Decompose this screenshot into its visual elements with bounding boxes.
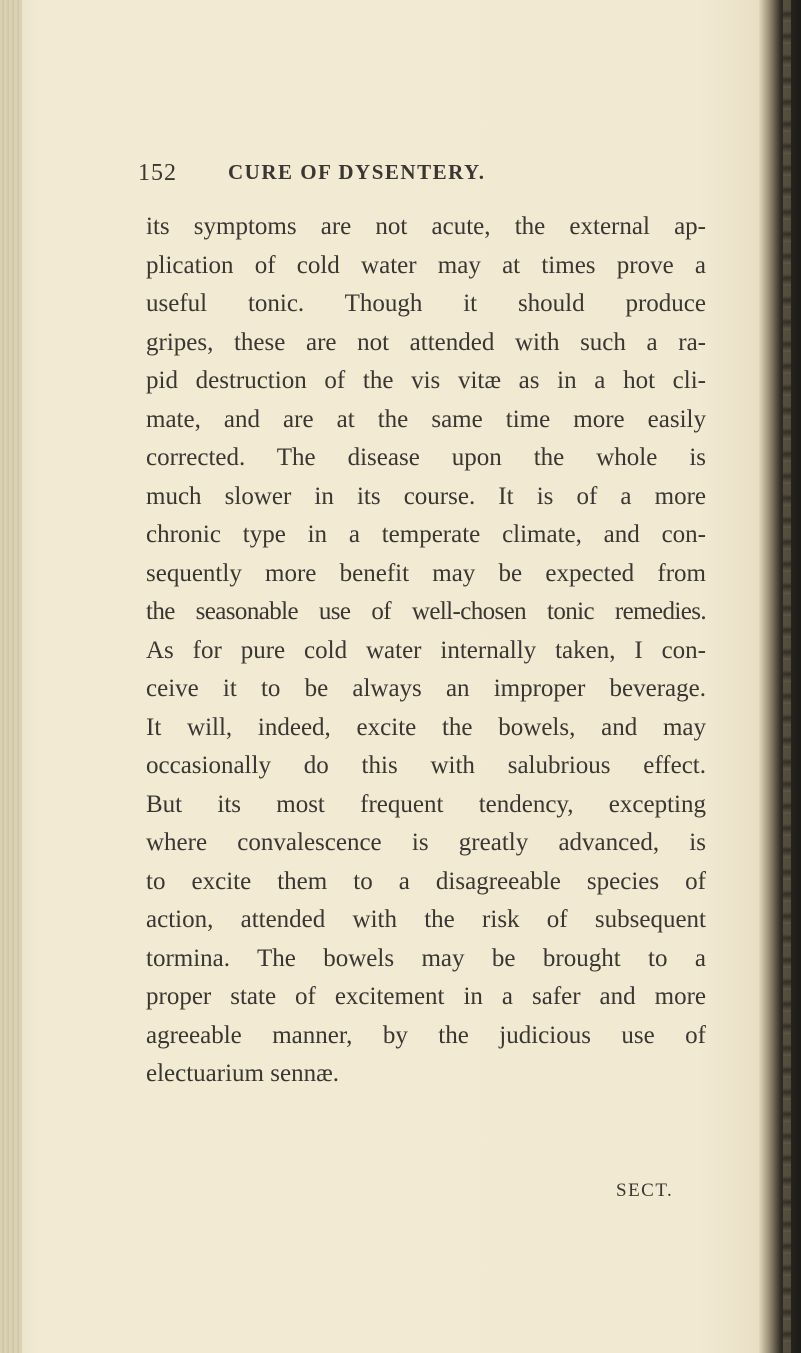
- text-line: sequently more benefit may be expected from: [146, 559, 706, 587]
- text-line: As for pure cold water internally taken, I con-: [146, 636, 706, 664]
- book-spine-edge: [759, 0, 801, 1353]
- text-line: action, attended with the risk of subsequent: [146, 906, 706, 933]
- page-number: 152: [138, 160, 177, 186]
- text-line: But its most frequent tendency, excepting: [146, 790, 706, 818]
- text-line-last: electuarium sennæ.: [146, 1060, 339, 1087]
- text-line: proper state of excitement in a safer and more: [146, 983, 706, 1010]
- page-gutter-edge: [0, 0, 22, 1353]
- text-line: the seasonable use of well-chosen tonic remedies.: [146, 598, 706, 625]
- text-line: tormina. The bowels may be brought to a: [146, 944, 706, 972]
- text-line: mate, and are at the same time more easily: [146, 405, 706, 433]
- body-paragraph: [146, 208, 706, 1094]
- text-line: gripes, these are not attended with such a ra-: [146, 328, 706, 356]
- catchword: SECT.: [616, 1180, 674, 1201]
- text-line: chronic type in a temperate climate, and con-: [146, 521, 706, 548]
- text-line: to excite them to a disagreeable species of: [146, 867, 706, 895]
- text-line: It will, indeed, excite the bowels, and may: [146, 713, 706, 741]
- text-line: occasionally do this with salubrious effect.: [146, 752, 706, 779]
- text-line: ceive it to be always an improper beverage.: [146, 675, 706, 702]
- text-line: its symptoms are not acute, the external ap-: [146, 213, 706, 240]
- text-line: plication of cold water may at times prove a: [146, 251, 706, 279]
- page-header: [138, 160, 638, 196]
- running-head: CURE OF DYSENTERY.: [228, 160, 486, 184]
- text-line: corrected. The disease upon the whole is: [146, 444, 706, 471]
- text-line: agreeable manner, by the judicious use of: [146, 1021, 706, 1049]
- text-line: where convalescence is greatly advanced, is: [146, 829, 706, 856]
- text-line: useful tonic. Though it should produce: [146, 290, 706, 317]
- text-line: much slower in its course. It is of a more: [146, 482, 706, 510]
- text-line: pid destruction of the vis vitæ as in a hot cli-: [146, 367, 706, 394]
- spine-texture: [783, 0, 791, 1353]
